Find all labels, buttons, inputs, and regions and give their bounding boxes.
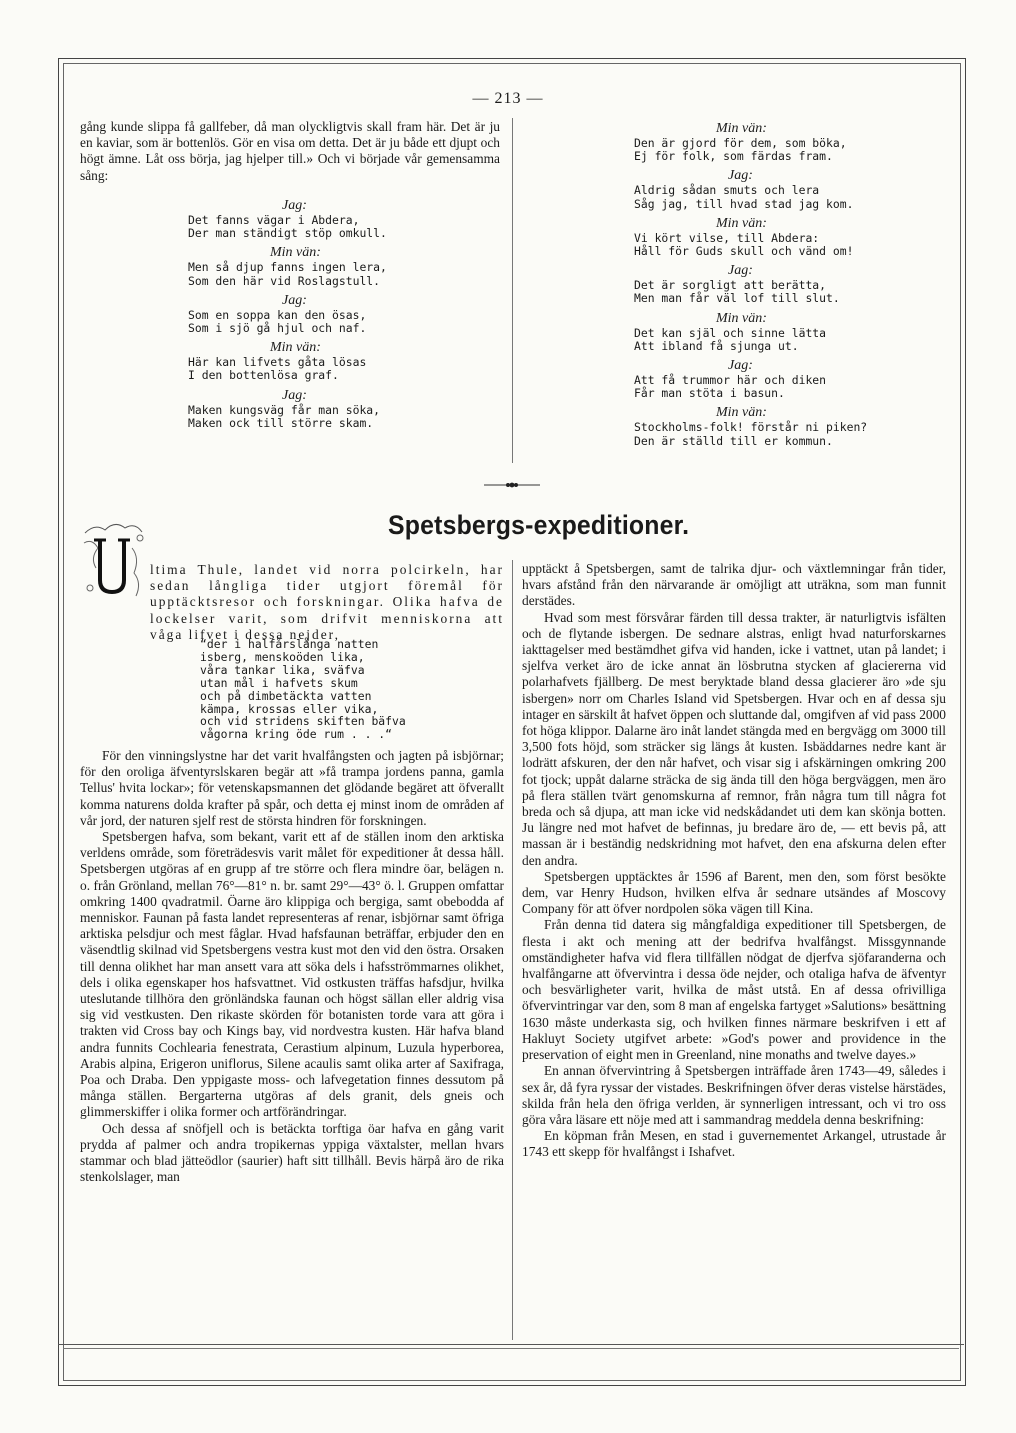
body-paragraph: Spetsbergen upptäcktes år 1596 af Barent, men den, som först besökte dem, var Henry Hudson, hvilken elfva år sednare utsändes af Moscovy Company för att öfver nordpolen söka vägen till Kina. [522,868,946,917]
verse-line: Stockholms-folk! förstår ni piken? [634,420,868,435]
left-verse [188,193,488,430]
column-rule-top [512,118,513,463]
verse-line: Maken ock till större skam. [188,415,374,430]
verse-line: Att få trummor här och diken [634,373,827,388]
right-verse [634,116,954,448]
verse-speaker: Min vän: [716,215,767,231]
verse-line: Der man ständigt stöp omkull. [188,226,387,241]
verse-line: Såg jag, till hvad stad jag kom. [634,196,854,211]
verse-speaker: Min vän: [716,121,767,136]
quote-line: utan mål i hafvets skum [200,675,358,690]
verse-line: Det är sorgligt att berätta, [634,278,827,293]
body-paragraph: En köpman från Mesen, en stad i guvernementet Arkangel, utrustade år 1743 ett skepp för hvalfångst i Ishafvet. [522,1128,946,1160]
verse-line: Får man stöta i basun. [634,386,785,401]
bottom-rule-inner [63,1348,959,1349]
verse-line: I den bottenlösa graf. [188,368,339,383]
verse-line: Ej för folk, som färdas fram. [634,149,833,164]
verse-line: Som den här vid Roslagstull. [188,273,381,288]
quote-line: kämpa, krossas eller vika, [200,701,379,716]
verse-line: Det kan själ och sinne lätta [634,325,827,340]
verse-speaker: Jag: [728,263,753,279]
quote-line: isberg, menskoöden lika, [200,649,365,664]
verse-speaker: Min vän: [716,310,767,326]
column-rule-bottom [512,560,513,1340]
bottom-rule [58,1344,964,1345]
body-paragraph: Hvad som mest försvårar färden till dessa trakter, är naturligtvis isfälten och de flytande isbergen. De sednare alstras, enligt hvad naturforskarnes iakttagelser med bestämdhet gifva vid handen, icke i vattnet, utan på landet; i sjelfva verket äro de icke annat än lösbrutna stycken af glacierernа vid polarhafvets fjällberg. De mest beryktade bland dessa glacierer äro »de sju isbergen» norr om Charles Island vid Spetsbergen. Hvar och en af dessa sju intager en särskilt åt hafvet öppen och sluttande dal, omgifven af vid pass 2000 fot höga klippor. Dalarne äro inåt landet stängda med en bergvägg om 3000 till 3,500 fots höjd, som sträcker sig längs åt kusten. Isbäddarnes nedre kant är lodrätt afskuren, der den når hafvet, och visar sig i afskärningen omkring 200 fot tjock; uppåt dalarne sträcka de sig ända till den höga bergväggen, men äro på flera ställen tvärt genomskurna af remnor, från några tum till några fot breda och så djupa, att man icke vid nedskådandet uti dem kan skönja botten. Ju längre ned mot hafvet de befinnas, ju bredare äro de, — ett bevis på, att massan är i beständig nedskridning mot hafvet, den ena afskurna delen efter den andra. [522,609,946,868]
verse-line: Det fanns vägar i Abdera, [188,213,360,227]
verse-line: Håll för Guds skull och vänd om! [634,244,854,259]
verse-line: Maken kungsväg får man söka, [188,402,381,417]
verse-line: Men så djup fanns ingen lera, [188,260,387,275]
article-intro-paragraph [80,562,504,643]
page-number: — 213 — [472,90,544,107]
verse-line: Den är gjord för dem, som böka, [634,136,847,150]
separator-ornament-icon [484,481,540,489]
verse-line: Men man får väl lof till slut. [634,291,840,306]
verse-line: Den är ställd till er kommun. [634,433,833,448]
body-paragraph: Och dessa af snöfjell och is betäckta torftiga öar hafva en gång varit prydda af palmer och andra tropikernas yppiga växtalster, mellan hvars stammar och blad jätteödlor (saurier) haft sitt tillhåll. Bevis härpå äro de rika stenkolslager, man [80,1120,504,1185]
intro-text: ltima Thule, landet vid norra polcirkeln, har sedan långliga tider utgjort föremål för upptäcktsresor och forskningar. Olika hafva de lockelser varit, som drifvit menniskorna att våga lifvet i dessa nejder, [150,562,504,642]
body-paragraph: Spetsbergen hafva, som bekant, varit ett af de ställen inom den arktiska verldens område, som företrädesvis varit målet för expeditioner åt dessa håll. Spetsbergen utgöras af en grupp af tre större och flera mindre öar, belägen n. o. från Grönland, mellan 76°—81° n. br. samt 29°—43° ö. l. Gruppen omfattar omkring 1400 qvadratmil. Öarne äro klippiga och bergiga, samt obebodda af menniskor. Faunan på fasta landet representeras af renar, isbjörnar samt öfriga arktiska pelsdjur och mest fåglar. Hvad hafsfaunan beträffar, erbjuder den en väsendtlig skilnad vid Spetsbergens vestra kust mot den vid den östra. Orsaken till denna olikhet har man ansett vara att söka dels i hafsströmmarnes olikhet, dels i olika egenskaper hos hafsvattnet. Vid ostkusten träffas hafsdjur, hvilka uteslutande tillhöra den grönländska faunan och högst sällan eller aldrig visa sig vid vestkusten. Den rikaste skörden för botanisten torde vara att göra i trakten vid Cross bay och Kings bay, vid nordvestra kusten. Här hafva bland andra funnits Cochlearia fenestrata, Cerastium alpinum, Luzula hyperborea, Arabis alpina, Erigeron uniflorus, Silene acaulis samt olika arter af Saxifraga, Poa och Draba. Den yppigaste moss- och lafvegetation finnes dessutom på många ställen. Bergarterna utgöras af dels granit, dels gneis och glimmerskiffer i olika former och artförändringar. [80,829,504,1120]
left-top-prose [80,119,500,184]
verse-speaker: Jag: [282,292,307,308]
body-paragraph: För den vinningslystne har det varit hvalfångsten och jagten på isbjörnar; för den oroliga äfventyrslskaren begär att »få trampa jordens panna, gamla Tellus' hvita lockar»; för vetenskapsmannen det glödande begäret att öfverallt komma naturens dolda krafter på spår, och detta ej minst inom de områden af vår jord, der naturen sjelf rest de största hindren för forskningen. [80,748,504,828]
quote-line: och på dimbetäckta vatten [200,688,372,703]
verse-line: Som i sjö gå hjul och naf. [188,321,367,336]
left-column-body [80,748,504,1185]
verse-speaker: Min vän: [270,340,321,356]
verse-speaker: Jag: [728,358,753,374]
quote-line: “der i halfårslånga natten [200,637,379,651]
verse-speaker: Jag: [282,387,307,403]
right-column-body [522,561,946,1161]
verse-speaker: Jag: [282,198,307,213]
article-intro [80,562,504,643]
body-paragraph: En annan öfvervintring å Spetsbergen inträffade åren 1743—49, således i sex år, då fyra ryssar der vistades. Beskrifningen öfver deras vistelse härstädes, skilda från hela den öfriga verlden, är synnerligen intressant, och vi tro oss göra våra läsare ett nöje med att i sammandrag meddela denna beskrifning: [522,1063,946,1127]
quote-line: våra tankar lika, sväfva [200,662,365,677]
verse-line: Som en soppa kan den ösas, [188,307,367,322]
verse-speaker: Min vän: [270,245,321,261]
verse-line: Vi kört vilse, till Abdera: [634,230,820,245]
body-paragraph: upptäckt å Spetsbergen, samt de talrika djur- och växtlemningar från tider, hvars afstånd från den närvarande är omöjligt att uträkna, som man funnit derstädes. [522,561,946,609]
quoted-poem [200,638,480,741]
verse-line: Att ibland få sjunga ut. [634,338,799,353]
verse-speaker: Jag: [728,168,753,184]
left-top-paragraph: gång kunde slippa få gallfeber, då man olyckligtvis skall fram här. Det är ju en kaviar, som är bottenlös. Gör en visa om detta. Det är ju både ett djupt och högt ämne. Låt oss börja, jag hjelper till.» Och vi började vår gemensamma sång: [80,119,500,183]
quote-line: och vid stridens skiften bäfva [200,714,406,729]
article-title: Spetsbergs-expeditioner. [388,510,690,540]
verse-line: Aldrig sådan smuts och lera [634,183,820,198]
quote-line: vågorna kring öde rum . . .“ [200,727,393,742]
verse-speaker: Min vän: [716,405,767,421]
verse-line: Här kan lifvets gåta lösas [188,355,367,370]
body-paragraph: Från denna tid datera sig mångfaldiga expeditioner till Spetsbergen, de flesta i akt och mening att der bedrifva hvalfångst. Missgynnande omständigheter hafva vid flera tillfällen nödgat de djerfva sjöfaranderna och hvalfångarne att öfvervintra i dessa öde nejder, och otaliga hafva de äfventyr och besvärligheter varit, hvilka de måst utstå. En af dessa ofrivilliga öfvervintringar var den, som 8 man af engelska fartyget »Salutions» besättning 1630 måste underkasta sig, och hvilken finnes närmare beskrifven i ett af Hakluyt Society utgifvet arbete: »God's power and providence in the preservation of eight men in Greenland, nine monaths and twelve dayes.» [522,917,946,1063]
